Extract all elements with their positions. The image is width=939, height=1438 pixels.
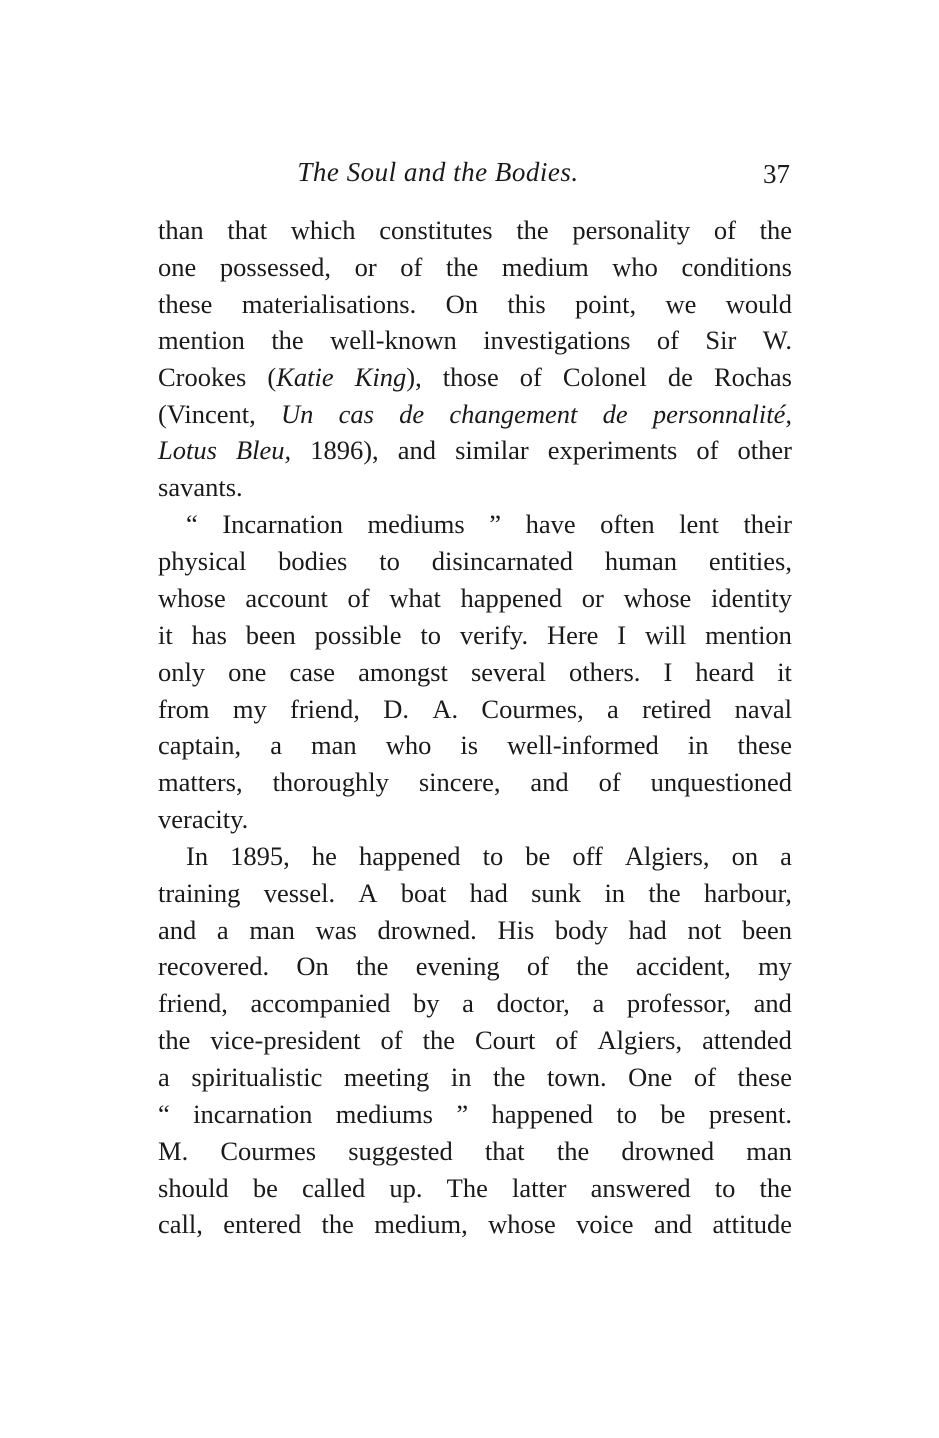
word: the [271, 325, 304, 355]
word: and [397, 435, 437, 465]
word: town. [546, 1062, 607, 1092]
word: of [400, 252, 423, 282]
word: be [660, 1099, 686, 1129]
word: been [245, 620, 296, 650]
word: One [628, 1062, 673, 1092]
word: The [446, 1173, 488, 1203]
word: veracity. [158, 804, 249, 834]
word: Crookes [158, 362, 247, 392]
word: man [249, 915, 295, 945]
word: Court [475, 1025, 536, 1055]
word: it [158, 620, 173, 650]
word: the [321, 1209, 354, 1239]
word: happened [491, 1099, 594, 1129]
word: disincarnated [431, 546, 573, 576]
word: of [656, 325, 679, 355]
word: of [519, 362, 542, 392]
word: and [653, 1209, 693, 1239]
word: that [227, 215, 268, 245]
word: King), [354, 362, 422, 392]
word: entities, [708, 546, 792, 576]
word: entered [223, 1209, 302, 1239]
word: mediums [367, 509, 465, 539]
word: these [158, 289, 213, 319]
word: body [554, 915, 608, 945]
word: vice-president [210, 1025, 361, 1055]
word: On [296, 951, 329, 981]
word: of [555, 1025, 578, 1055]
word: to [616, 1099, 638, 1129]
word: doctor, [496, 988, 570, 1018]
word: spiritualistic [191, 1062, 323, 1092]
word: unquestioned [650, 767, 792, 797]
word: drowned [621, 1136, 715, 1166]
word: their [743, 509, 792, 539]
word: whose [158, 583, 226, 613]
word: what [389, 583, 441, 613]
word: be [252, 1173, 278, 1203]
word: personnalité, [652, 399, 792, 429]
text-line [158, 1022, 792, 1058]
word: medium, [374, 1209, 468, 1239]
running-title: The Soul and the Bodies. [297, 157, 579, 187]
word: those [442, 362, 499, 392]
text-line [158, 1059, 792, 1095]
text-line [186, 506, 792, 542]
word: other [737, 435, 792, 465]
word: recovered. [158, 951, 270, 981]
word: I [617, 620, 627, 650]
word: (Katie [267, 362, 334, 392]
word: professor, [626, 988, 732, 1018]
word: vessel. [263, 878, 336, 908]
word: called [301, 1173, 366, 1203]
word: has [191, 620, 227, 650]
text-line [158, 469, 792, 505]
word: the [556, 1136, 590, 1166]
word: physical [158, 546, 247, 576]
word: in [604, 878, 626, 908]
text-line [158, 396, 792, 432]
word: medium [501, 252, 589, 282]
word: investigations [483, 325, 631, 355]
text-line [158, 432, 792, 468]
word: from [158, 694, 210, 724]
word: off [572, 841, 603, 871]
word: should [158, 1173, 229, 1203]
word: Courmes [220, 1136, 317, 1166]
word: cas [338, 399, 374, 429]
word: the [759, 215, 792, 245]
word: M. [158, 1136, 189, 1166]
text-line [158, 359, 792, 395]
word: savants. [158, 472, 243, 502]
word: present. [708, 1099, 792, 1129]
word: one [158, 252, 197, 282]
word: answered [590, 1173, 691, 1203]
word: meeting [343, 1062, 430, 1092]
word: these [737, 1062, 792, 1092]
word: attended [702, 1025, 792, 1055]
text-line [158, 286, 792, 322]
word: have [525, 509, 576, 539]
word: would [725, 289, 792, 319]
word: bodies [278, 546, 348, 576]
word: sincere, [418, 767, 501, 797]
word: of [713, 215, 736, 245]
word: my [758, 951, 792, 981]
word: a [270, 730, 282, 760]
running-head [158, 153, 790, 193]
word: the [576, 951, 609, 981]
word: Incarnation [222, 509, 343, 539]
word: naval [734, 694, 792, 724]
word: friend, [158, 988, 228, 1018]
word: we [665, 289, 697, 319]
text-line [158, 764, 792, 800]
word: point, [575, 289, 637, 319]
word: a [216, 915, 229, 945]
word: matters, [158, 767, 243, 797]
word: it [777, 657, 792, 687]
word: had [628, 915, 667, 945]
word: a [592, 988, 605, 1018]
word: call, [158, 1209, 203, 1239]
word: a [158, 1062, 170, 1092]
word: identity [710, 583, 792, 613]
text-line [158, 727, 792, 763]
text-line [158, 875, 792, 911]
word: be [525, 841, 551, 871]
word: the [516, 215, 549, 245]
word: mediums [335, 1099, 433, 1129]
word: D. [383, 694, 409, 724]
word: these [737, 730, 792, 760]
word: Lotus [158, 435, 217, 465]
word: Bleu, [235, 435, 292, 465]
word: His [497, 915, 535, 945]
word: and [158, 915, 197, 945]
word: man [746, 1136, 792, 1166]
word: retired [642, 694, 712, 724]
word: a [462, 988, 474, 1018]
text-line [158, 322, 792, 358]
text-line [158, 249, 792, 285]
word: and [753, 988, 792, 1018]
word: Algiers, [624, 841, 710, 871]
word: man [311, 730, 357, 760]
word: “ [158, 1099, 170, 1129]
text-line [158, 1133, 792, 1169]
word: 1896), [310, 435, 379, 465]
word: materialisations. [241, 289, 417, 319]
word: to [482, 841, 504, 871]
word: my [232, 694, 267, 724]
word: mention [158, 325, 245, 355]
word: only [158, 657, 206, 687]
word: will [644, 620, 687, 650]
word: similar [455, 435, 529, 465]
word: and [530, 767, 569, 797]
word: this [507, 289, 546, 319]
word: possible [314, 620, 402, 650]
word: the [356, 951, 389, 981]
word: Sir [705, 325, 737, 355]
word: (Vincent, [158, 399, 256, 429]
word: happened [358, 841, 461, 871]
word: to [379, 546, 400, 576]
word: sunk [531, 878, 582, 908]
word: who [385, 730, 432, 760]
word: drowned. [377, 915, 477, 945]
word: been [741, 915, 792, 945]
word: who [612, 252, 658, 282]
word: of [526, 951, 549, 981]
text-line [158, 1206, 792, 1242]
text-line [158, 912, 792, 948]
text-line [158, 1170, 792, 1206]
word: not [687, 915, 722, 945]
word: A. [432, 694, 459, 724]
text-line [158, 580, 792, 616]
word: of [380, 1025, 403, 1055]
word: personality [572, 215, 691, 245]
word: whose [623, 583, 692, 613]
word: de [667, 362, 693, 392]
word: a [607, 694, 619, 724]
word: Here [546, 620, 599, 650]
word: several [470, 657, 546, 687]
word: attitude [712, 1209, 792, 1239]
text-line [158, 543, 792, 579]
word: others. [569, 657, 641, 687]
word: voice [576, 1209, 634, 1239]
word: 1895, [230, 841, 290, 871]
word: A [358, 878, 378, 908]
word: incarnation [193, 1099, 313, 1129]
word: account [245, 583, 328, 613]
word: the [158, 1025, 191, 1055]
word: friend, [290, 694, 360, 724]
word: captain, [158, 730, 242, 760]
word: thoroughly [272, 767, 389, 797]
word: training [158, 878, 241, 908]
word: the [493, 1062, 526, 1092]
text-line [158, 801, 792, 837]
word: suggested [348, 1136, 453, 1166]
word: heard [695, 657, 755, 687]
word: the [445, 252, 479, 282]
word: accompanied [250, 988, 391, 1018]
word: changement [449, 399, 578, 429]
word: well-informed [507, 730, 659, 760]
word: is [460, 730, 479, 760]
word: of [696, 435, 719, 465]
word: had [469, 878, 508, 908]
word: ” [489, 509, 502, 539]
word: to [420, 620, 442, 650]
word: constitutes [379, 215, 493, 245]
text-line [158, 654, 792, 690]
word: “ [186, 509, 198, 539]
word: case [289, 657, 336, 687]
word: of [347, 583, 370, 613]
word: verify. [459, 620, 529, 650]
word: well-known [330, 325, 457, 355]
word: the [759, 1173, 792, 1203]
word: de [602, 399, 628, 429]
word: or [354, 252, 377, 282]
word: lent [679, 509, 719, 539]
word: Un [280, 399, 314, 429]
word: boat [400, 878, 447, 908]
text-line [158, 617, 792, 653]
word: I [663, 657, 673, 687]
text-line [158, 948, 792, 984]
word: whose [488, 1209, 556, 1239]
text-line [158, 691, 792, 727]
word: which [290, 215, 356, 245]
word: that [484, 1136, 525, 1166]
text-line [158, 1096, 792, 1132]
word: or [581, 583, 604, 613]
word: up. [389, 1173, 423, 1203]
word: a [780, 841, 792, 871]
word: the [648, 878, 681, 908]
text-line [186, 838, 792, 874]
word: Rochas [713, 362, 792, 392]
word: ” [456, 1099, 469, 1129]
word: of [598, 767, 621, 797]
word: than [158, 215, 204, 245]
word: amongst [358, 657, 448, 687]
word: possessed, [219, 252, 331, 282]
word: evening [415, 951, 500, 981]
text-line [158, 212, 792, 248]
word: W. [762, 325, 792, 355]
word: de [399, 399, 425, 429]
word: On [445, 289, 478, 319]
word: conditions [681, 252, 792, 282]
word: mention [705, 620, 792, 650]
word: Colonel [562, 362, 647, 392]
page-number: 37 [763, 159, 790, 189]
word: accident, [635, 951, 731, 981]
word: the [422, 1025, 455, 1055]
word: Algiers, [597, 1025, 683, 1055]
word: happened [460, 583, 563, 613]
word: latter [512, 1173, 567, 1203]
word: in [687, 730, 709, 760]
text-line [158, 985, 792, 1021]
word: often [600, 509, 655, 539]
word: on [731, 841, 759, 871]
word: Courmes, [481, 694, 584, 724]
word: one [228, 657, 267, 687]
word: of [693, 1062, 716, 1092]
word: by [412, 988, 440, 1018]
word: in [450, 1062, 472, 1092]
word: human [604, 546, 677, 576]
word: he [311, 841, 337, 871]
word: was [315, 915, 357, 945]
word: to [714, 1173, 736, 1203]
word: experiments [547, 435, 678, 465]
word: harbour, [703, 878, 792, 908]
word: In [186, 841, 209, 871]
